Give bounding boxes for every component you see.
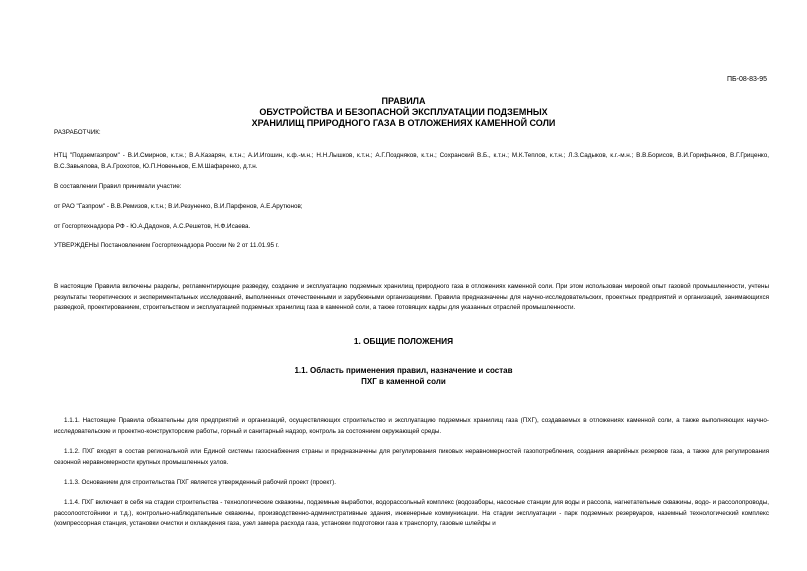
intro-paragraph: В настоящие Правила включены разделы, регламентирующие разведку, создание и эксплуатацию подземных хранилищ природного газа в отложениях каменной соли. При этом использован мировой опыт газовой промышленности, учтены результаты теоретических и экспериментальных исследований, выполненных отечественными и зарубежными организациями. Правила предназначены для научно-исследовательских, проектных предприятий и организаций, занимающихся разведкой, проектированием, строительством и эксплуатацией подземных хранилищ газа в каменной соли, а также готовящих кадры для указанных отраслей промышленности. bbox=[54, 283, 769, 311]
clause-1-1-4: 1.1.4. ПХГ включает в себя на стадии строительства - технологические скважины, подземные выработки, водорассольный комплекс (водозаборы, насосные станции для воды и рассола, нагнетательные скважины, водо- и рассолопроводы, рассолоотстойники и т.д.), контрольно-наблюдательные скважины, производственно-административные здания, инженерные коммуникации. На стадии эксплуатации - парк подземных резервуаров, наземный технологический комплекс (компрессорная станция, установки очистки и охлаждения газа, узел замера расхода газа, установки подготовки газа к транспорту, газовые шлейфы и bbox=[54, 499, 769, 527]
developer-label: РАЗРАБОТЧИК: bbox=[54, 129, 101, 136]
participants-intro: В составлении Правил принимали участие: bbox=[54, 183, 182, 190]
document-code: ПБ-08-83-95 bbox=[727, 76, 767, 83]
document-title bbox=[150, 96, 657, 129]
clause-1-1-2: 1.1.2. ПХГ входят в состав региональной или Единой системы газоснабжения страны и предназначены для регулирования пиковых неравномерностей газопотребления, создания аварийных резервов газа, а также для регулирования сезонной неравномерности крупных промышленных узлов. bbox=[54, 448, 769, 466]
section-1-heading: 1. ОБЩИЕ ПОЛОЖЕНИЯ bbox=[353, 336, 454, 346]
participants-gosgortekhnadzor: от Госгортехнадзора РФ - Ю.А.Дадонов, А.С.Решетов, Н.Ф.Исаева. bbox=[54, 223, 251, 230]
title-line-3: ХРАНИЛИЩ ПРИРОДНОГО ГАЗА В ОТЛОЖЕНИЯХ КАМЕННОЙ СОЛИ bbox=[251, 118, 556, 128]
subsection-1-1-line-1: 1.1. Область применения правил, назначение и состав bbox=[294, 366, 513, 375]
title-line-2: ОБУСТРОЙСТВА И БЕЗОПАСНОЙ ЭКСПЛУАТАЦИИ ПОДЗЕМНЫХ bbox=[259, 107, 548, 117]
subsection-1-1-line-2: ПХГ в каменной соли bbox=[361, 377, 446, 386]
approval-note: УТВЕРЖДЕНЫ Постановлением Госгортехнадзора России № 2 от 11.01.95 г. bbox=[54, 242, 279, 249]
clause-1-1-3: 1.1.3. Основанием для строительства ПХГ является утвержденный рабочий проект (проект). bbox=[64, 479, 336, 486]
participants-gazprom: от РАО "Газпром" - В.В.Ремизов, к.т.н.; В.И.Резуненко, В.И.Парфенов, А.Е.Арутюнов; bbox=[54, 203, 303, 210]
clause-1-1-1: 1.1.1. Настоящие Правила обязательны для предприятий и организаций, осуществляющих строительство и эксплуатацию подземных хранилищ газа (ПХГ), создаваемых в отложениях каменной соли, а также выполняющих научно-исследовательские и проектно-конструкторские работы, горный и санитарный надзор, контроль за состоянием окружающей среды. bbox=[54, 417, 769, 435]
developers-list: НТЦ "Подземгазпром" - В.И.Смирнов, к.т.н.; В.А.Казарян, к.т.н.; А.И.Игошин, к.ф.-м.н.; Н.Н.Лышков, к.т.н.; А.Г.Поздняков, к.т.н.; Сохранский В.Б., к.т.н.; М.К.Теплов, к.т.н.; Л.З.Садыков, к.г.-м.н.; В.В.Борисов, В.И.Горифьянов, В.Г.Гриценко, В.С.Завьялова, В.А.Грохотов, Ю.П.Новеньков, Е.М.Шафаренко, д.т.н. bbox=[54, 152, 769, 170]
title-line-1: ПРАВИЛА bbox=[381, 96, 426, 106]
subsection-1-1-heading bbox=[0, 365, 807, 387]
